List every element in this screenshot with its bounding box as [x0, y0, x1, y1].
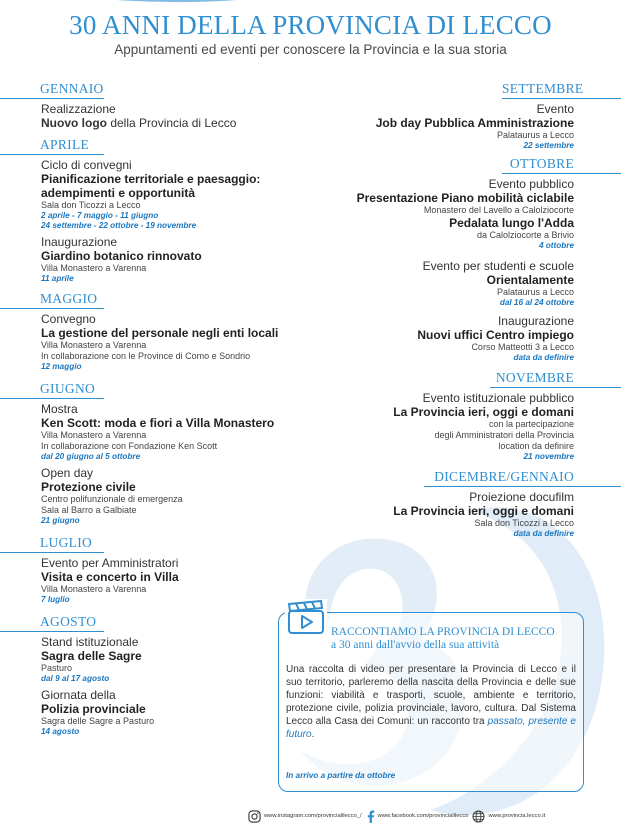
event-date: dal 16 al 24 ottobre — [499, 298, 574, 307]
event-title: Sagra delle Sagre — [41, 649, 142, 663]
event-title: Protezione civile — [41, 480, 136, 494]
social-footer — [248, 807, 618, 825]
event-place: Sala don Ticozzi a Lecco — [41, 200, 141, 210]
event-place: Monastero del Lavello a Calolziocorte — [423, 205, 574, 215]
month-heading-aprile: APRILE — [0, 136, 104, 155]
event-date: 21 novembre — [523, 452, 574, 461]
event-title: Orientalamente — [486, 273, 574, 287]
event-polizia-provinciale — [0, 688, 310, 737]
video-series-box — [278, 612, 584, 792]
event-date: 4 ottobre — [538, 241, 574, 250]
event-job-day — [21, 102, 621, 151]
instagram-icon — [248, 810, 261, 823]
box-body-end: . — [311, 729, 315, 740]
event-title: La Provincia ieri, oggi e domani — [393, 504, 574, 518]
event-note: In collaborazione con le Province di Como e Sondrio — [41, 351, 251, 361]
month-heading-luglio: LUGLIO — [0, 534, 104, 553]
event-title: Job day Pubblica Amministrazione — [375, 116, 574, 130]
event-date: 24 settembre - 22 ottobre - 19 novembre — [41, 221, 197, 230]
event-note: con la partecipazione — [488, 419, 574, 429]
event-title: Ken Scott: moda e fiori a Villa Monastero — [41, 416, 275, 430]
event-place: Pasturo — [41, 663, 73, 673]
event-place: Centro polifunzionale di emergenza — [41, 494, 183, 504]
month-heading-ottobre: OTTOBRE — [502, 155, 621, 174]
event-place-detail: Sala al Barro a Galbiate — [41, 505, 137, 515]
month-heading-settembre: SETTEMBRE — [502, 80, 621, 99]
box-body-text: Una raccolta di video per presentare la Provincia di Lecco e il suo territorio, parleremo della nascita della Provincia e delle sue funzioni: viabilità e trasporti, scuole, ambiente e territorio, protezione civile, polizia provinciale, lavoro, cultura. Dal Sistema Lecco alla Casa dei Comuni: un racconto tra — [286, 664, 576, 727]
event-type: Convegno — [41, 312, 96, 326]
event-place: Villa Monastero a Varenna — [41, 263, 147, 273]
month-heading-novembre: NOVEMBRE — [490, 369, 621, 388]
page-title: 30 ANNI DELLA PROVINCIA DI LECCO — [69, 10, 552, 40]
month-heading-dicembre-gennaio: DICEMBRE/GENNAIO — [424, 468, 621, 487]
event-type: Inaugurazione — [41, 235, 118, 249]
event-date: dal 20 giugno al 5 ottobre — [41, 452, 141, 461]
event-centro-impiego — [21, 314, 621, 363]
event-title: La Provincia ieri, oggi e domani — [393, 405, 574, 419]
top-decoration — [0, 0, 621, 8]
facebook-url: www.facebook.com/provincialilecco — [377, 813, 469, 819]
event-date: dal 9 al 17 agosto — [41, 674, 110, 683]
event-place: Villa Monastero a Varenna — [41, 430, 147, 440]
month-heading-gennaio: GENNAIO — [0, 80, 104, 99]
event-date: 2 aprile - 7 maggio - 11 giugno — [41, 211, 159, 220]
event-orientalamente — [21, 259, 621, 308]
box-title-line2: a 30 anni dall'avvio della sua attività — [331, 639, 500, 651]
event-date: 14 agosto — [41, 727, 80, 736]
event-type: Giornata della — [41, 688, 116, 702]
event-title: Polizia provinciale — [41, 702, 146, 716]
event-type: Stand istituzionale — [41, 635, 139, 649]
event-title: Nuovi uffici Centro impiego — [417, 328, 574, 342]
event-title-bold: Nuovo logo — [41, 116, 107, 130]
event-date: 12 maggio — [41, 362, 82, 371]
event-place: Palataurus a Lecco — [496, 130, 574, 140]
event-type: Evento — [536, 102, 574, 116]
box-title-line1: RACCONTIAMO LA PROVINCIA DI LECCO — [331, 626, 555, 638]
box-description — [286, 663, 576, 741]
event-piano-mobilita — [21, 177, 621, 251]
box-release-note: In arrivo a partire da ottobre — [286, 771, 396, 780]
clapperboard-play-icon — [285, 599, 327, 637]
event-type: Realizzazione — [41, 102, 116, 116]
event-title-rest: della Provincia di Lecco — [107, 116, 237, 130]
event-type: Proiezione docufilm — [469, 490, 574, 504]
event-type: Mostra — [41, 402, 78, 416]
event-date: 21 giugno — [41, 516, 80, 525]
event-title: Visita e concerto in Villa — [41, 570, 179, 584]
month-heading-agosto: AGOSTO — [0, 613, 104, 632]
page-subtitle: Appuntamenti ed eventi per conoscere la Provincia e la sua storia — [114, 42, 507, 57]
event-place: location da definire — [498, 441, 574, 451]
event-title: Pianificazione territoriale e paesaggio: adempimenti e opportunità — [41, 172, 261, 200]
event-title: Presentazione Piano mobilità ciclabile — [356, 191, 574, 205]
facebook-link[interactable] — [366, 810, 469, 823]
event-title: La gestione del personale negli enti locali — [41, 326, 279, 340]
month-heading-maggio: MAGGIO — [0, 290, 104, 309]
event-provincia-ieri-oggi — [21, 391, 621, 462]
event-type: Evento per studenti e scuole — [422, 259, 574, 273]
instagram-url: www.instagram.com/provincialilecco_/ — [264, 813, 362, 819]
event-date: 11 aprile — [41, 274, 74, 283]
box-body-emphasis: passato, presente e futuro — [286, 716, 576, 740]
box-title — [331, 626, 579, 652]
event-title: Giardino botanico rinnovato — [41, 249, 202, 263]
page-header — [0, 10, 621, 57]
event-type: Evento istituzionale pubblico — [422, 391, 574, 405]
event-type: Ciclo di convegni — [41, 158, 132, 172]
event-docufilm — [21, 490, 621, 539]
event-date: 22 settembre — [523, 141, 574, 150]
event-visita-concerto — [0, 556, 310, 605]
event-place: Villa Monastero a Varenna — [41, 340, 147, 350]
month-heading-giugno: GIUGNO — [0, 380, 104, 399]
event-date: data da definire — [513, 529, 574, 538]
event-place: Sala don Ticozzi a Lecco — [474, 518, 574, 528]
instagram-link[interactable] — [248, 810, 362, 823]
globe-icon — [472, 810, 485, 823]
event-place: Corso Matteotti 3 a Lecco — [471, 342, 574, 352]
event-note: degli Amministratori della Provincia — [434, 430, 574, 440]
website-url: www.provincia.lecco.it — [488, 813, 546, 819]
event-type: Inaugurazione — [497, 314, 574, 328]
facebook-icon — [366, 810, 375, 823]
event-date: 7 luglio — [41, 595, 70, 604]
event-note: In collaborazione con Fondazione Ken Scott — [41, 441, 218, 451]
event-type: Evento pubblico — [488, 177, 574, 191]
event-subtitle: Pedalata lungo l'Adda — [449, 216, 574, 230]
event-place: Palataurus a Lecco — [496, 287, 574, 297]
event-type: Evento per Amministratori — [41, 556, 179, 570]
event-place: Villa Monastero a Varenna — [41, 584, 147, 594]
event-date: data da definire — [513, 353, 574, 362]
event-place-detail: da Calolziocorte a Brivio — [476, 230, 574, 240]
event-place: Sagra delle Sagre a Pasturo — [41, 716, 155, 726]
event-type: Open day — [41, 466, 94, 480]
event-sagra-delle-sagre — [0, 635, 310, 684]
website-link[interactable] — [472, 810, 545, 823]
